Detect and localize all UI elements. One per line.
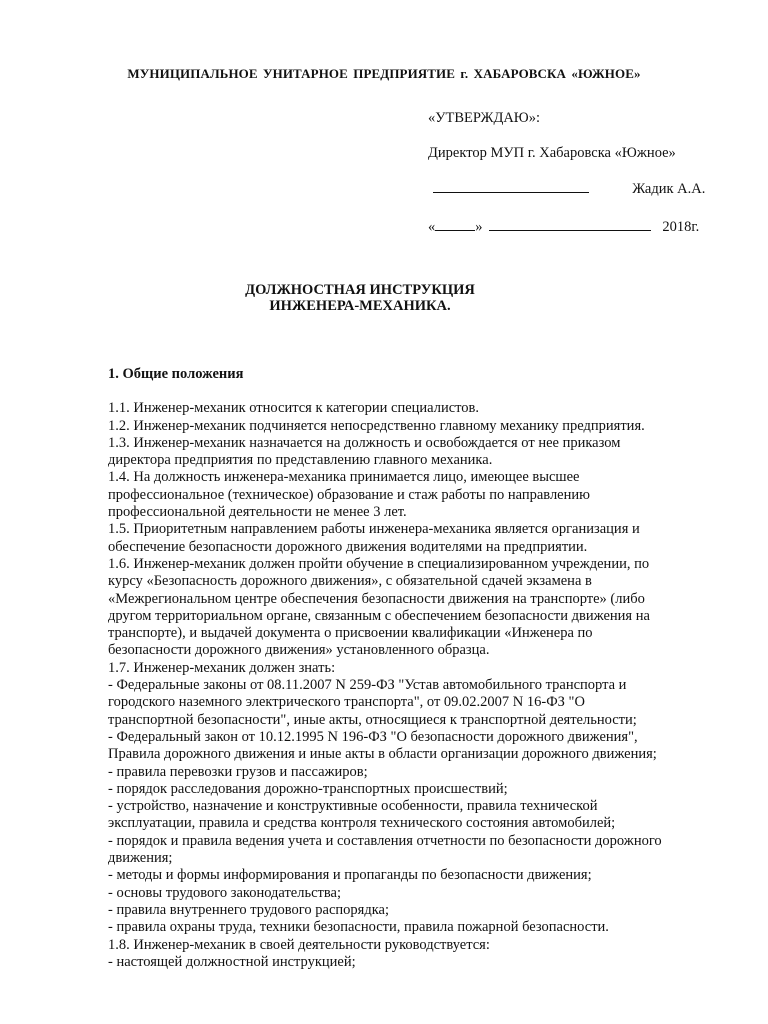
signer-name: Жадик А.А.: [632, 181, 706, 197]
approve-label: «УТВЕРЖДАЮ»:: [428, 110, 540, 126]
body-line: - основы трудового законодательства;: [108, 884, 341, 901]
body-line: - правила охраны труда, техники безопасности, правила пожарной безопасности.: [108, 919, 609, 936]
title-line-1: ДОЛЖНОСТНАЯ ИНСТРУКЦИЯ: [245, 282, 475, 298]
date-line: [428, 216, 699, 236]
body-line: - настоящей должностной инструкцией;: [108, 953, 356, 970]
body-line: обеспечение безопасности дорожного движения водителями на предприятии.: [108, 538, 588, 555]
date-quote-open: «: [428, 219, 436, 235]
body-line: 1.4. На должность инженера-механика принимается лицо, имеющее высшее: [108, 469, 580, 486]
body-line: 1.5. Приоритетным направлением работы инженера-механика является организация и: [108, 521, 640, 538]
year: 2018г.: [662, 219, 700, 235]
date-quote-close: »: [475, 219, 483, 235]
body-line: - Федеральный закон от 10.12.1995 N 196-ФЗ "О безопасности дорожного движения",: [108, 728, 638, 745]
body-line: - устройство, назначение и конструктивные особенности, правила технической: [108, 798, 598, 815]
body-line: городского наземного электрического транспорта", от 09.02.2007 N 16-ФЗ "О: [108, 694, 585, 711]
body-line: - правила перевозки грузов и пассажиров;: [108, 763, 368, 780]
body-line: - порядок расследования дорожно-транспортных происшествий;: [108, 780, 508, 797]
body-line: 1.3. Инженер-механик назначается на должность и освобождается от нее приказом: [108, 434, 621, 451]
body-line: 1.8. Инженер-механик в своей деятельности руководствуется:: [108, 936, 490, 953]
signature-blank: [433, 178, 589, 193]
body-line: движения;: [108, 850, 173, 867]
body-line: транспорте), и выдачей документа о присвоении квалификации «Инженера по: [108, 625, 593, 642]
section-heading: 1. Общие положения: [108, 366, 244, 382]
day-blank: [435, 216, 475, 231]
body-line: директора предприятия по представлению главного механика.: [108, 452, 493, 469]
document-body: [108, 366, 708, 971]
body-line: безопасности дорожного движения» установленного образца.: [108, 642, 490, 659]
body-line: 1.2. Инженер-механик подчиняется непосредственно главному механику предприятия.: [108, 417, 645, 434]
body-line: «Межрегиональном центре обеспечения безопасности движения на транспорте» (либо: [108, 590, 645, 607]
body-line: - Федеральные законы от 08.11.2007 N 259-ФЗ "Устав автомобильного транспорта и: [108, 677, 627, 694]
body-line: эксплуатации, правила и средства контроля технического состояния автомобилей;: [108, 815, 616, 832]
body-line: 1.7. Инженер-механик должен знать:: [108, 659, 336, 676]
body-line: - правила внутреннего трудового распорядка;: [108, 901, 389, 918]
director-position: Директор МУП г. Хабаровска «Южное»: [428, 145, 676, 161]
body-line: курсу «Безопасность дорожного движения», с обязательной сдачей экзамена в: [108, 573, 592, 590]
title-line-2: ИНЖЕНЕРА-МЕХАНИКА.: [269, 298, 451, 314]
body-line: транспортной безопасности", иные акты, относящиеся к транспортной деятельности;: [108, 711, 637, 728]
body-line: Правила дорожного движения и иные акты в области организации дорожного движения;: [108, 746, 657, 763]
organization-header: МУНИЦИПАЛЬНОЕ УНИТАРНОЕ ПРЕДПРИЯТИЕ г. ХАБАРОВСКА «ЮЖНОЕ»: [127, 66, 641, 81]
body-line: 1.1. Инженер-механик относится к категории специалистов.: [108, 400, 480, 417]
body-line: профессиональной деятельности не менее 3 лет.: [108, 504, 407, 521]
section-lines: [108, 400, 708, 971]
month-blank: [489, 216, 651, 231]
body-line: профессиональное (техническое) образование и стаж работы по направлению: [108, 486, 590, 503]
body-line: - методы и формы информирования и пропаганды по безопасности движения;: [108, 867, 592, 884]
body-line: 1.6. Инженер-механик должен пройти обучение в специализированном учреждении, по: [108, 555, 650, 572]
signature-line: [428, 178, 705, 198]
document-title: [0, 282, 720, 314]
body-line: другом территориальном органе, связанным с обеспечением безопасности движения на: [108, 607, 650, 624]
body-line: - порядок и правила ведения учета и составления отчетности по безопасности дорожного: [108, 832, 662, 849]
